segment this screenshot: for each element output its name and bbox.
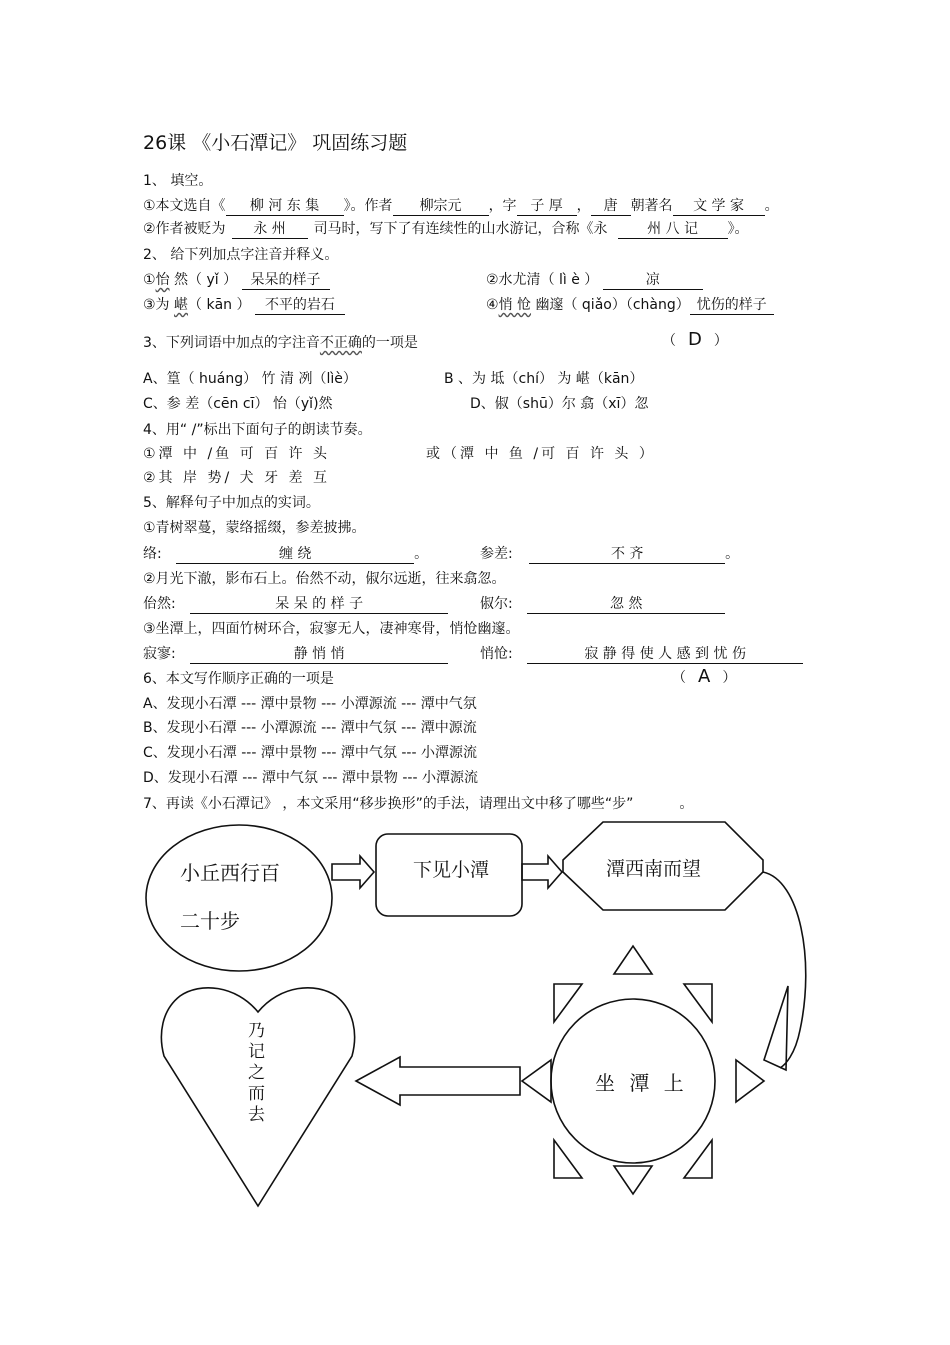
node-start-line2: 二十步: [180, 909, 240, 933]
node-start-line1: 小丘西行百: [180, 861, 280, 885]
q4-line2: ②其 岸 势/ 犬 牙 差 互: [143, 470, 330, 486]
q5-row1b: 参差: 不 齐 。: [480, 546, 740, 562]
q7-heading: 7、再读《小石潭记》 ，本文采用“移步换形”的手法，请理出文中移了哪些“步” 。: [143, 796, 694, 812]
q4-line1-alt: 或（潭 中 鱼 /可 百 许 头 ）: [426, 446, 656, 462]
page-title: 26课 《小石潭记》 巩固练习题: [143, 132, 408, 154]
node-pool-label: 下见小潭: [413, 859, 490, 881]
answer-place: 永 州: [232, 220, 308, 239]
q5-row3b: 悄怆: 寂 静 得 使 人 感 到 忧 伤: [480, 645, 803, 664]
q1-line2: ②作者被贬为 永 州 司马时，写下了有连续性的山水游记，合称《永 州 八 记 》。: [143, 221, 749, 237]
q1-heading: 1、 填空。: [143, 173, 213, 189]
answer-author: 柳宗元: [393, 197, 489, 216]
answer-dynasty: 唐: [591, 197, 631, 216]
node-heart-char-2: 记: [248, 1042, 265, 1062]
q5-sentence1: ①青树翠蔓，蒙络摇缀，参差披拂。: [143, 520, 366, 536]
q3-option-b: B 、为 坻（chí） 为 嵁（kān）: [444, 371, 644, 387]
q5-sentence2: ②月光下澈，影布石上。佁然不动，俶尔远逝，往来翕忽。: [143, 571, 506, 587]
q2-item4: ④悄 怆 幽邃（ qiǎo）（chàng） 忧伤的样子: [486, 296, 774, 315]
q5-heading: 5、解释句子中加点的实词。: [143, 495, 320, 511]
q3-option-a: A、篁（ huáng） 竹 清 冽（lìè）: [143, 371, 357, 387]
q2-item3: ③为 嵁（ kān ） 不平的岩石: [143, 296, 345, 315]
answer-style-name: 子 厚: [517, 197, 577, 216]
arrow-2-to-3: [522, 856, 562, 888]
q2-item1: ①怡 然（ yǐ ） 呆呆的样子: [143, 271, 330, 290]
arrow-1-to-2: [332, 856, 374, 888]
q3-option-c: C、参 差（cēn cī） 怡（yǐ)然: [143, 396, 333, 412]
connector-arrowhead: [764, 986, 788, 1070]
curved-connector: [763, 872, 806, 1068]
node-heart-char-1: 乃: [248, 1021, 265, 1041]
q6-option-c: C、发现小石潭 --- 潭中景物 --- 潭中气氛 --- 小潭源流: [143, 745, 477, 761]
q5-sentence3: ③坐潭上，四面竹树环合，寂寥无人，凄神寒骨，悄怆幽邃。: [143, 621, 520, 637]
q3-heading: 3、下列词语中加点的字注音不正确的一项是: [143, 335, 418, 351]
answer-title: 文 学 家: [673, 197, 765, 216]
q6-heading: 6、本文写作顺序正确的一项是: [143, 671, 334, 687]
q6-option-a: A、发现小石潭 --- 潭中景物 --- 小潭源流 --- 潭中气氛: [143, 696, 477, 712]
q3-option-d: D、俶（shū）尔 翕（xī）忽: [470, 396, 649, 412]
q4-line1: ①潭 中 /鱼 可 百 许 头: [143, 446, 330, 462]
q6-option-d: D、发现小石潭 --- 潭中气氛 --- 潭中景物 --- 小潭源流: [143, 770, 478, 786]
node-heart-char-5: 去: [248, 1105, 265, 1125]
q5-row3: 寂寥: 静 悄 悄: [143, 645, 448, 664]
q6-option-b: B、发现小石潭 --- 小潭源流 --- 潭中气氛 --- 潭中源流: [143, 720, 477, 736]
arrow-sun-to-heart: [356, 1057, 520, 1105]
q5-row1: 络: 缠 绕 。: [143, 546, 429, 562]
answer-collection: 州 八 记: [618, 220, 728, 239]
q2-heading: 2、 给下列加点字注音并释义。: [143, 247, 339, 263]
node-heart-char-3: 之: [248, 1063, 265, 1083]
node-southwest-label: 潭西南而望: [606, 858, 702, 880]
answer-book: 柳 河 东 集: [226, 197, 344, 216]
q3-answer: （ D ）: [662, 329, 728, 350]
q2-item2: ②水尤清（ lì è ） 凉: [486, 271, 703, 290]
q5-row2: 佁然: 呆 呆 的 样 子: [143, 595, 448, 614]
q4-heading: 4、用“ /”标出下面句子的朗读节奏。: [143, 422, 372, 438]
q1-line1: ①本文选自《 柳 河 东 集 》。作者 柳宗元 ，字 子 厚 ， 唐 朝著名 文 学 家 。: [143, 198, 779, 214]
q6-answer: （ A ）: [672, 666, 737, 687]
node-sun-label: 坐 潭 上: [595, 1071, 688, 1095]
q5-row2b: 俶尔: 忽 然: [480, 595, 725, 614]
node-heart-char-4: 而: [248, 1084, 265, 1104]
node-start-ellipse: [146, 825, 332, 971]
